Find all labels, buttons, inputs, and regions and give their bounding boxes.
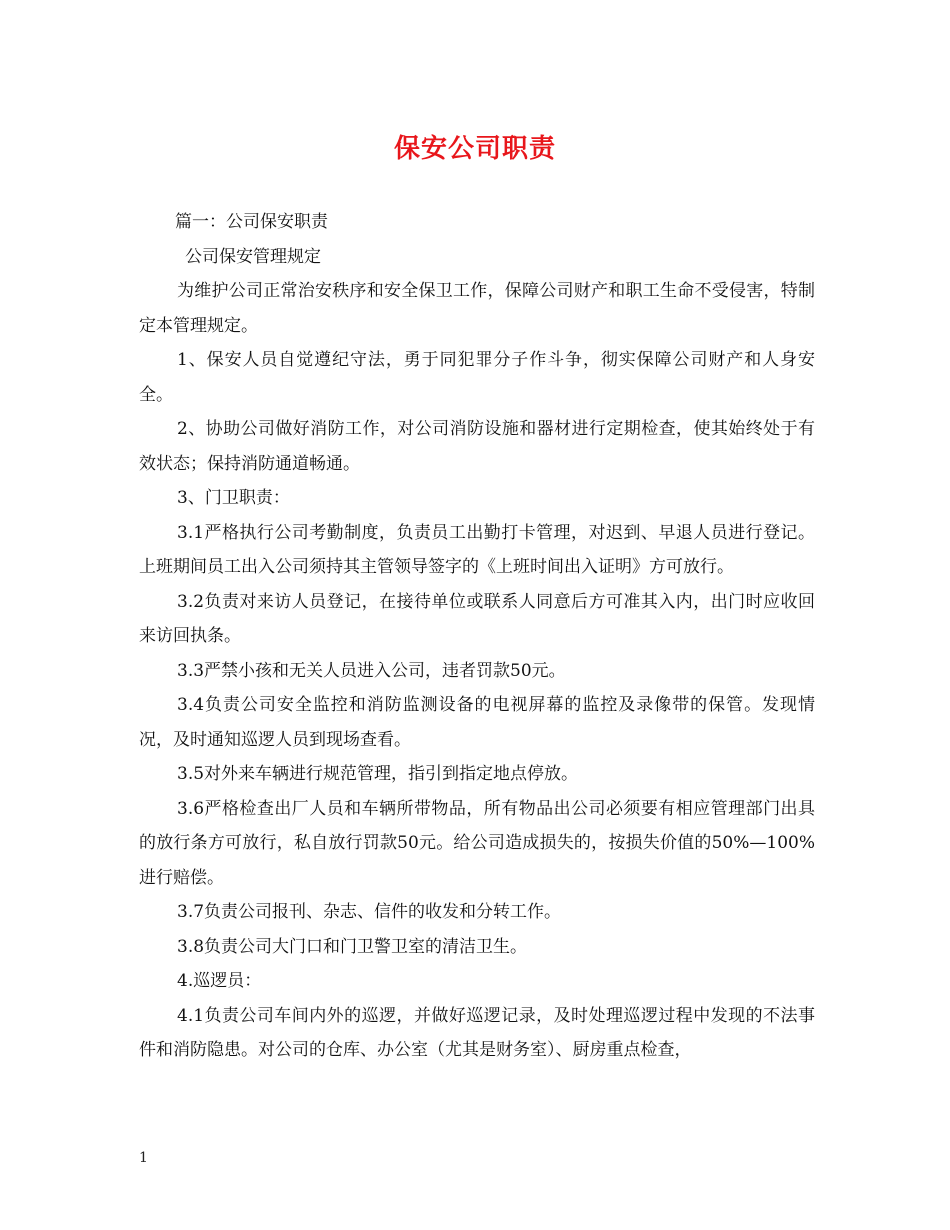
document-body [139, 205, 815, 1068]
page-number: 1 [139, 1150, 148, 1166]
paragraph: 3.6严格检查出厂人员和车辆所带物品，所有物品出公司必须要有相应管理部门出具的放行条方可放行，私自放行罚款50元。给公司造成损失的，按损失价值的50%—100%进行赔偿。 [139, 798, 815, 888]
paragraph: 3.7负责公司报刊、杂志、信件的收发和分转工作。 [177, 902, 562, 922]
paragraph: 3.5对外来车辆进行规范管理，指引到指定地点停放。 [177, 764, 579, 784]
paragraph: 3.2负责对来访人员登记，在接待单位或联系人同意后方可准其入内，出门时应收回来访回执条。 [139, 591, 815, 646]
paragraph: 为维护公司正常治安秩序和安全保卫工作，保障公司财产和职工生命不受侵害，特制定本管理规定。 [139, 281, 815, 336]
paragraph: 3.3严禁小孩和无关人员进入公司，违者罚款50元。 [177, 660, 566, 681]
paragraph: 3.8负责公司大门口和门卫警卫室的清洁卫生。 [177, 936, 528, 957]
paragraph: 3.1严格执行公司考勤制度，负责员工出勤打卡管理，对迟到、早退人员进行登记。 上班期间员工出入公司须持其主管领导签字的《上班时间出入证明》方可放行。 [139, 522, 815, 577]
paragraph: 2、协助公司做好消防工作，对公司消防设施和器材进行定期检查，使其始终处于有效状态；保持消防通道畅通。 [139, 419, 815, 474]
document-title: 保安公司职责 [393, 134, 556, 164]
paragraph: 4.巡逻员： [177, 971, 262, 991]
paragraph: 3.4负责公司安全监控和消防监测设备的电视屏幕的监控及录像带的保管。发现情况，及时通知巡逻人员到现场查看。 [139, 695, 815, 750]
section-heading: 篇一：公司保安职责 [175, 212, 328, 232]
paragraph: 3、门卫职责： [177, 488, 290, 508]
paragraph: 1、保安人员自觉遵纪守法，勇于同犯罪分子作斗争，彻实保障公司财产和人身安全。 [139, 350, 815, 405]
subsection-heading: 公司保安管理规定 [185, 246, 321, 267]
paragraph: 4.1负责公司车间内外的巡逻，并做好巡逻记录，及时处理巡逻过程中发现的不法事件和消防隐患。对公司的仓库、办公室（尤其是财务室）、厨房重点检查， [139, 1005, 815, 1060]
